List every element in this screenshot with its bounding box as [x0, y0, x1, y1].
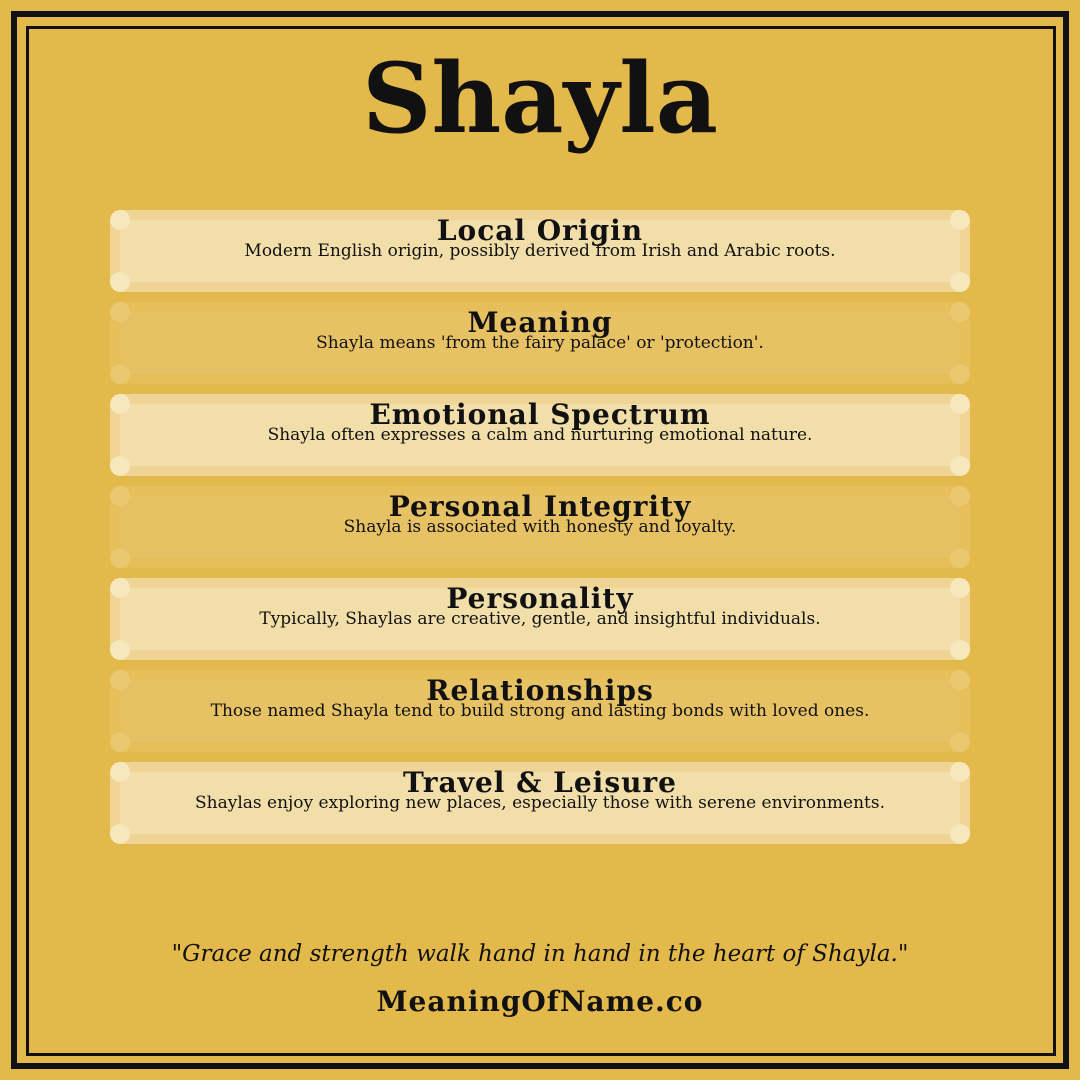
card-heading: Travel & Leisure	[402, 766, 677, 799]
corner-dot	[110, 456, 130, 476]
corner-dot	[110, 640, 130, 660]
card-heading: Emotional Spectrum	[369, 398, 711, 431]
card-heading: Personal Integrity	[388, 490, 692, 523]
card-text: Shaylas enjoy exploring new places, especially those with serene environments.	[194, 793, 885, 813]
page-title: Shayla	[362, 42, 718, 155]
card-text: Shayla means 'from the fairy palace' or 'protection'.	[316, 333, 764, 353]
corner-dot	[110, 364, 130, 384]
corner-dot	[110, 824, 130, 844]
card-personal-integrity	[110, 486, 970, 568]
card-local-origin	[110, 210, 970, 292]
card-heading: Personality	[446, 582, 634, 615]
card-travel-leisure	[110, 762, 970, 844]
card-relationships	[110, 670, 970, 752]
corner-dot	[950, 640, 970, 660]
card-text: Modern English origin, possibly derived from Irish and Arabic roots.	[244, 241, 836, 261]
card-heading: Local Origin	[436, 214, 644, 247]
card-heading: Meaning	[467, 306, 613, 339]
card-list	[110, 210, 970, 854]
card-text: Typically, Shaylas are creative, gentle, and insightful individuals.	[259, 609, 821, 629]
corner-dot	[950, 548, 970, 568]
corner-dot	[110, 732, 130, 752]
corner-dot	[950, 456, 970, 476]
corner-dot	[110, 272, 130, 292]
brand-footer: MeaningOfName.co	[376, 985, 704, 1018]
corner-dot	[950, 364, 970, 384]
card-personality	[110, 578, 970, 660]
corner-dot	[110, 548, 130, 568]
card-text: Shayla is associated with honesty and loyalty.	[343, 517, 737, 537]
card-text: Those named Shayla tend to build strong and lasting bonds with loved ones.	[210, 701, 870, 721]
card-text: Shayla often expresses a calm and nurturing emotional nature.	[267, 425, 813, 445]
card-heading: Relationships	[426, 674, 654, 707]
card-meaning	[110, 302, 970, 384]
corner-dot	[950, 732, 970, 752]
card-emotional-spectrum	[110, 394, 970, 476]
corner-dot	[950, 824, 970, 844]
corner-dot	[950, 272, 970, 292]
quote-text: "Grace and strength walk hand in hand in the heart of Shayla."	[171, 941, 909, 967]
